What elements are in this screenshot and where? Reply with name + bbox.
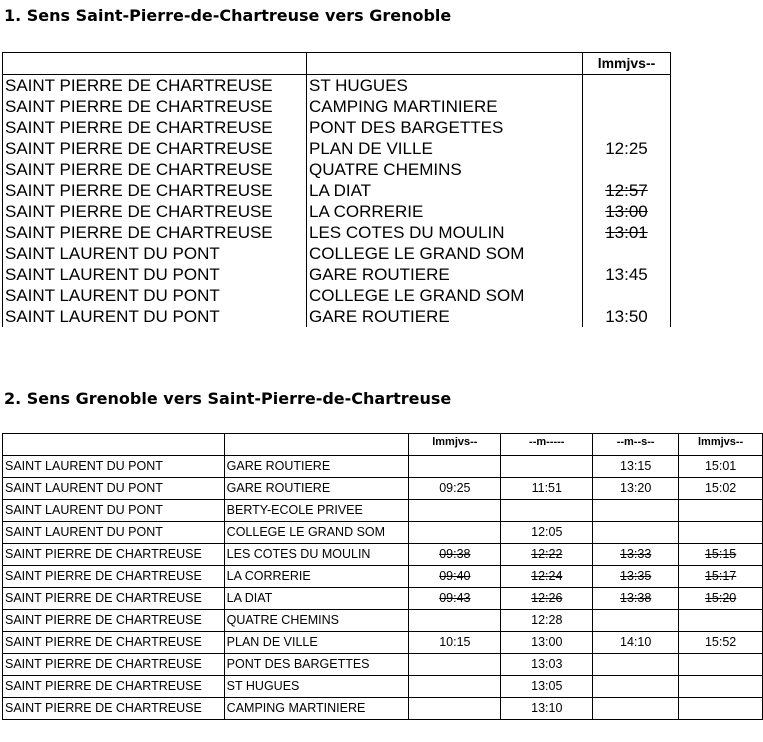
time-cell	[409, 676, 501, 698]
time-cell	[409, 698, 501, 720]
table-row	[3, 222, 671, 243]
time-cell: 13:15	[593, 456, 679, 478]
time-cell: 09:43	[409, 588, 501, 610]
stop-cell: ST HUGUES	[224, 676, 409, 698]
table-row	[3, 478, 763, 500]
time-cell: 13:20	[593, 478, 679, 500]
table-header-row	[3, 434, 763, 456]
time-cell	[583, 285, 671, 306]
stop-cell: LA DIAT	[224, 588, 409, 610]
time-cell	[593, 610, 679, 632]
time-cell	[679, 698, 763, 720]
table-row	[3, 138, 671, 159]
commune-cell: SAINT PIERRE DE CHARTREUSE	[3, 75, 307, 97]
time-cell: 15:02	[679, 478, 763, 500]
commune-cell: SAINT LAURENT DU PONT	[3, 285, 307, 306]
stop-cell: PLAN DE VILLE	[224, 632, 409, 654]
commune-cell: SAINT PIERRE DE CHARTREUSE	[3, 610, 225, 632]
stop-cell: LA CORRERIE	[224, 566, 409, 588]
table-row	[3, 588, 763, 610]
time-cell: 15:15	[679, 544, 763, 566]
time-cell: 13:35	[593, 566, 679, 588]
stop-cell: GARE ROUTIERE	[307, 306, 583, 327]
time-cell: 15:52	[679, 632, 763, 654]
column-header	[3, 434, 225, 456]
time-cell	[409, 522, 501, 544]
commune-cell: SAINT LAURENT DU PONT	[3, 478, 225, 500]
time-cell	[583, 159, 671, 180]
commune-cell: SAINT PIERRE DE CHARTREUSE	[3, 222, 307, 243]
table-row	[3, 306, 671, 327]
stop-cell: GARE ROUTIERE	[307, 264, 583, 285]
time-cell	[501, 500, 593, 522]
stop-cell: COLLEGE LE GRAND SOM	[307, 243, 583, 264]
table-row	[3, 544, 763, 566]
time-cell	[409, 610, 501, 632]
time-cell: 15:20	[679, 588, 763, 610]
commune-cell: SAINT PIERRE DE CHARTREUSE	[3, 201, 307, 222]
time-cell: 12:28	[501, 610, 593, 632]
section-2-title: 2. Sens Grenoble vers Saint-Pierre-de-Chartreuse	[4, 389, 452, 408]
time-cell: 12:22	[501, 544, 593, 566]
column-header	[307, 53, 583, 75]
commune-cell: SAINT PIERRE DE CHARTREUSE	[3, 588, 225, 610]
time-cell	[409, 500, 501, 522]
table-row	[3, 75, 671, 97]
stop-cell: PONT DES BARGETTES	[307, 117, 583, 138]
commune-cell: SAINT PIERRE DE CHARTREUSE	[3, 566, 225, 588]
time-cell	[679, 522, 763, 544]
table-row	[3, 201, 671, 222]
stop-cell: CAMPING MARTINIERE	[307, 96, 583, 117]
stop-cell: CAMPING MARTINIERE	[224, 698, 409, 720]
time-cell: 12:05	[501, 522, 593, 544]
stop-cell: LA CORRERIE	[307, 201, 583, 222]
column-header: lmmjvs--	[409, 434, 501, 456]
column-header: --m--s--	[593, 434, 679, 456]
time-cell	[593, 500, 679, 522]
table-header-row	[3, 53, 671, 75]
time-cell: 13:33	[593, 544, 679, 566]
column-header: lmmjvs--	[679, 434, 763, 456]
time-cell: 09:38	[409, 544, 501, 566]
stop-cell: LA DIAT	[307, 180, 583, 201]
time-cell	[679, 676, 763, 698]
time-cell: 13:00	[501, 632, 593, 654]
time-cell: 12:57	[583, 180, 671, 201]
time-cell: 10:15	[409, 632, 501, 654]
time-cell: 13:10	[501, 698, 593, 720]
time-cell: 12:25	[583, 138, 671, 159]
table-row	[3, 632, 763, 654]
table-row	[3, 522, 763, 544]
time-cell	[409, 456, 501, 478]
commune-cell: SAINT PIERRE DE CHARTREUSE	[3, 654, 225, 676]
timetable-chartreuse-bound	[2, 433, 763, 720]
time-cell: 11:51	[501, 478, 593, 500]
commune-cell: SAINT PIERRE DE CHARTREUSE	[3, 180, 307, 201]
time-cell: 15:01	[679, 456, 763, 478]
section-1-title: 1. Sens Saint-Pierre-de-Chartreuse vers Grenoble	[4, 6, 452, 25]
time-cell: 14:10	[593, 632, 679, 654]
stop-cell: COLLEGE LE GRAND SOM	[307, 285, 583, 306]
stop-cell: ST HUGUES	[307, 75, 583, 97]
time-cell	[593, 522, 679, 544]
time-cell	[679, 610, 763, 632]
time-cell	[409, 654, 501, 676]
stop-cell: LES COTES DU MOULIN	[224, 544, 409, 566]
time-cell: 09:25	[409, 478, 501, 500]
time-cell	[501, 456, 593, 478]
time-cell	[583, 117, 671, 138]
time-cell	[593, 698, 679, 720]
commune-cell: SAINT PIERRE DE CHARTREUSE	[3, 96, 307, 117]
time-cell	[583, 75, 671, 97]
commune-cell: SAINT PIERRE DE CHARTREUSE	[3, 117, 307, 138]
table-row	[3, 456, 763, 478]
table-row	[3, 676, 763, 698]
table-row	[3, 159, 671, 180]
commune-cell: SAINT LAURENT DU PONT	[3, 456, 225, 478]
stop-cell: QUATRE CHEMINS	[224, 610, 409, 632]
column-header: --m-----	[501, 434, 593, 456]
time-cell	[593, 654, 679, 676]
table-row	[3, 500, 763, 522]
time-cell	[679, 654, 763, 676]
time-cell	[679, 500, 763, 522]
table-row	[3, 566, 763, 588]
column-header: lmmjvs--	[583, 53, 671, 75]
time-cell: 12:26	[501, 588, 593, 610]
commune-cell: SAINT PIERRE DE CHARTREUSE	[3, 159, 307, 180]
stop-cell: PLAN DE VILLE	[307, 138, 583, 159]
table-row	[3, 610, 763, 632]
time-cell: 09:40	[409, 566, 501, 588]
time-cell: 13:03	[501, 654, 593, 676]
table-row	[3, 698, 763, 720]
time-cell: 13:05	[501, 676, 593, 698]
time-cell: 15:17	[679, 566, 763, 588]
commune-cell: SAINT LAURENT DU PONT	[3, 500, 225, 522]
commune-cell: SAINT LAURENT DU PONT	[3, 522, 225, 544]
table-row	[3, 96, 671, 117]
table-row	[3, 264, 671, 285]
commune-cell: SAINT PIERRE DE CHARTREUSE	[3, 138, 307, 159]
time-cell: 13:45	[583, 264, 671, 285]
commune-cell: SAINT PIERRE DE CHARTREUSE	[3, 676, 225, 698]
commune-cell: SAINT LAURENT DU PONT	[3, 243, 307, 264]
commune-cell: SAINT LAURENT DU PONT	[3, 306, 307, 327]
stop-cell: LES COTES DU MOULIN	[307, 222, 583, 243]
stop-cell: QUATRE CHEMINS	[307, 159, 583, 180]
stop-cell: PONT DES BARGETTES	[224, 654, 409, 676]
commune-cell: SAINT PIERRE DE CHARTREUSE	[3, 698, 225, 720]
time-cell: 13:01	[583, 222, 671, 243]
table-row	[3, 285, 671, 306]
time-cell: 12:24	[501, 566, 593, 588]
time-cell: 13:00	[583, 201, 671, 222]
timetable-grenoble-bound	[2, 52, 671, 327]
table-row	[3, 654, 763, 676]
time-cell: 13:38	[593, 588, 679, 610]
commune-cell: SAINT PIERRE DE CHARTREUSE	[3, 632, 225, 654]
stop-cell: BERTY-ECOLE PRIVEE	[224, 500, 409, 522]
stop-cell: COLLEGE LE GRAND SOM	[224, 522, 409, 544]
time-cell	[583, 96, 671, 117]
table-row	[3, 117, 671, 138]
column-header	[3, 53, 307, 75]
stop-cell: GARE ROUTIERE	[224, 478, 409, 500]
table-row	[3, 180, 671, 201]
commune-cell: SAINT LAURENT DU PONT	[3, 264, 307, 285]
column-header	[224, 434, 409, 456]
time-cell	[593, 676, 679, 698]
time-cell: 13:50	[583, 306, 671, 327]
table-row	[3, 243, 671, 264]
time-cell	[583, 243, 671, 264]
commune-cell: SAINT PIERRE DE CHARTREUSE	[3, 544, 225, 566]
stop-cell: GARE ROUTIERE	[224, 456, 409, 478]
